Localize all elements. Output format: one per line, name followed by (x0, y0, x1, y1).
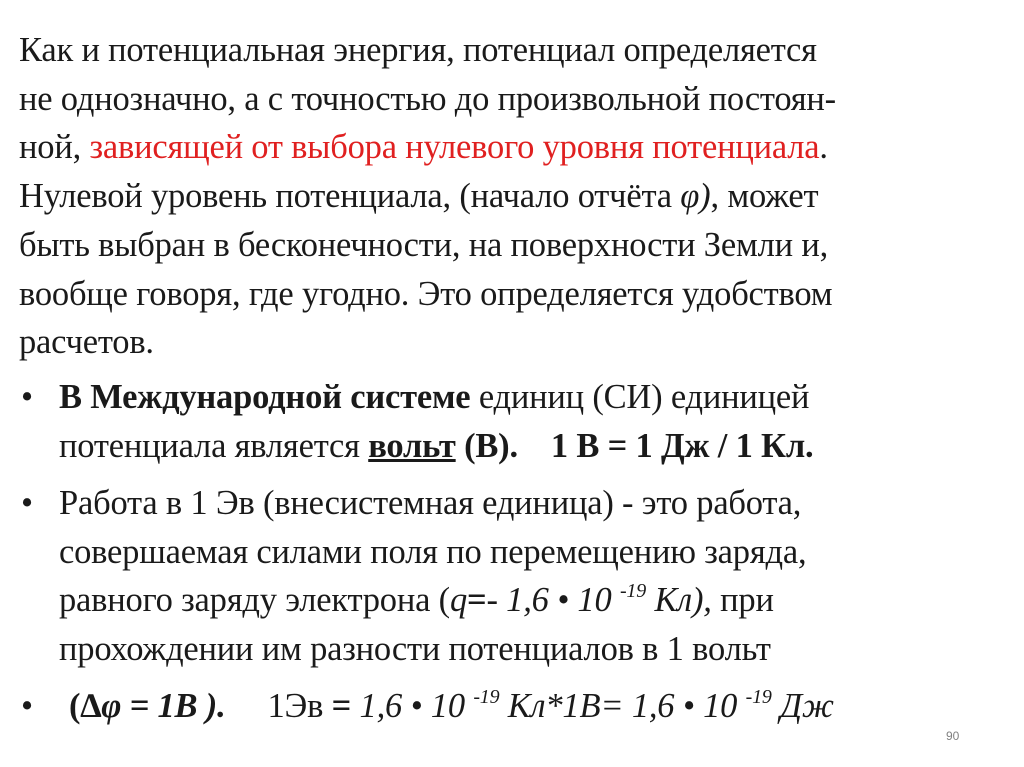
ev-exponent-1: -19 (473, 686, 500, 708)
ev-line-2: совершаемая силами поля по перемещению заряда, (59, 532, 807, 571)
intro-line-3-end: . (819, 128, 828, 167)
ev-label: 1Эв (267, 687, 324, 725)
bullet-ev-formula (19, 682, 1009, 731)
ev-value-2: Кл*1В= 1,6 • 10 (499, 687, 746, 725)
volt-formula: 1 В = 1 Дж / 1 Кл. (550, 426, 814, 465)
si-system-bold: В Международной системе (59, 378, 471, 416)
ev-formula-line (59, 682, 1009, 731)
page-number: 90 (946, 729, 960, 743)
intro-line-4-start: Нулевой уровень потенциала, (начало отчёта (19, 177, 681, 216)
bullet-electronvolt (19, 479, 1009, 673)
bullet-si-line-2 (59, 422, 1009, 471)
delta-phi: φ (101, 687, 122, 725)
intro-line-5: быть выбран в бесконечности, на поверхности Земли и, (19, 225, 829, 264)
bullet-dot: • (21, 484, 33, 522)
intro-line-2: не однозначно, а с точностью до произвольной постоян- (19, 79, 836, 118)
ev-line-4: прохождении им разности потенциалов в 1 вольт (59, 629, 771, 668)
intro-paragraph (19, 26, 1009, 367)
intro-line-4 (19, 172, 1009, 221)
bullet-si-unit (19, 373, 1009, 470)
intro-line-1: Как и потенциальная энергия, потенциал определяется (19, 31, 817, 69)
charge-unit: Кл), (646, 581, 712, 619)
ev-line-3 (59, 576, 1009, 625)
intro-line-3-start: ной, (19, 128, 90, 167)
bullet-si-line-1 (59, 373, 1009, 422)
delta-open: (∆ (69, 687, 102, 725)
charge-equals: = (467, 581, 487, 619)
ev-unit: Дж (771, 687, 834, 725)
si-text-1: единиц (СИ) единицей (470, 378, 810, 416)
ev-equals: = (323, 687, 360, 725)
charge-symbol: q (449, 581, 467, 619)
intro-line-3 (19, 123, 1009, 172)
ev-exponent-2: -19 (745, 686, 772, 708)
si-text-2: потенциала является (59, 426, 369, 465)
charge-exponent: -19 (619, 580, 647, 602)
ev-line-3-end: при (711, 581, 774, 619)
bullet-dot: • (21, 687, 33, 725)
intro-line-4-end: , может (710, 177, 819, 216)
bullet-list (19, 373, 1009, 740)
ev-value-1: 1,6 • 10 (359, 687, 474, 725)
intro-line-7: расчетов. (19, 323, 154, 362)
bullet-dot: • (21, 378, 33, 416)
highlighted-phrase: зависящей от выбора нулевого уровня потенциала (89, 128, 820, 167)
ev-line-3-start: равного заряду электрона ( (59, 581, 450, 619)
volt-term: вольт (368, 426, 456, 465)
charge-value: - 1,6 • 10 (486, 581, 620, 619)
volt-unit: (В). (455, 426, 518, 465)
delta-value: = 1В ). (121, 687, 226, 725)
ev-line-1: Работа в 1 Эв (внесистемная единица) - это работа, (59, 484, 802, 522)
intro-line-6: вообще говоря, где угодно. Это определяется удобством (19, 274, 833, 313)
phi-symbol: φ) (680, 177, 711, 216)
